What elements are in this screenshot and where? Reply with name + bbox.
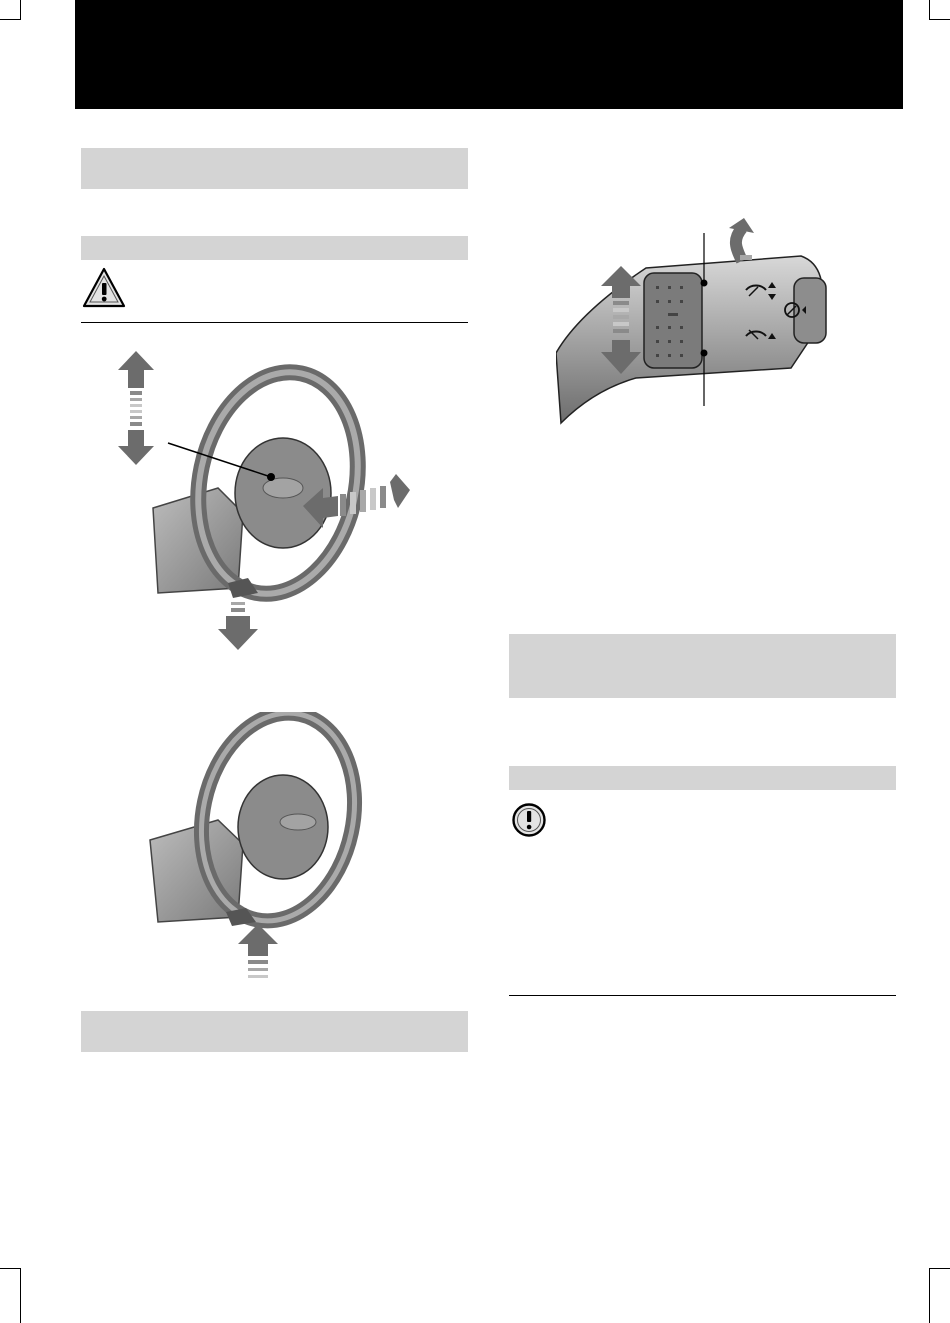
crop-mark-top-right-v (929, 0, 930, 20)
steering-wheel-adjust-lock-illustration (138, 712, 388, 982)
crop-mark-bottom-left-v (20, 1268, 21, 1323)
subsection-heading-bar-adjusting (81, 236, 468, 260)
caution-end-rule (509, 995, 896, 996)
section-heading-bar-washers (509, 634, 896, 698)
crop-mark-top-right-h (929, 19, 950, 20)
crop-mark-top-left-v (20, 0, 21, 20)
crop-mark-top-left-h (0, 19, 21, 20)
section-heading-bar-steering (81, 148, 468, 189)
wiper-stalk-illustration (556, 218, 836, 426)
section-heading-bar-horn (81, 1011, 468, 1052)
crop-mark-bottom-right-h (929, 1268, 950, 1269)
steering-wheel-adjust-release-illustration (108, 348, 423, 653)
subsection-heading-bar-washer-note (509, 766, 896, 790)
warning-triangle-icon (81, 266, 127, 310)
crop-mark-bottom-right-v (929, 1268, 930, 1323)
crop-mark-bottom-left-h (0, 1268, 21, 1269)
page-header-band (75, 0, 903, 109)
warning-end-rule (81, 322, 468, 323)
exclamation-circle-icon (511, 802, 547, 838)
